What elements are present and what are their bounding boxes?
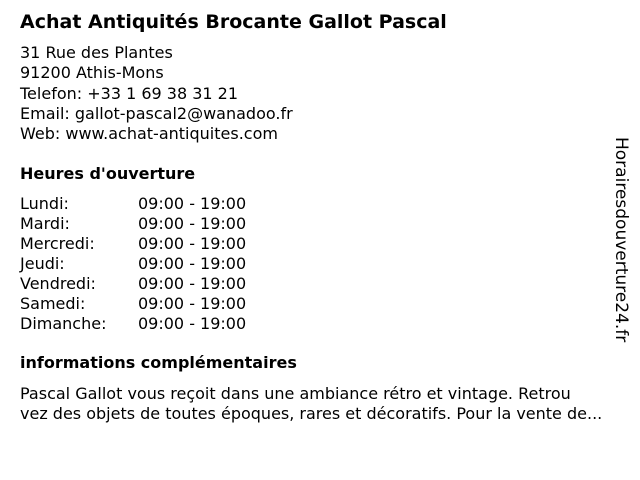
day-hours: 09:00 - 19:00: [138, 294, 247, 313]
business-description: [20, 384, 628, 424]
opening-hours-heading: Heures d'ouverture: [20, 164, 196, 183]
additional-info-heading: informations complémentaires: [20, 353, 297, 372]
description-line-2: vez des objets de toutes époques, rares et décoratifs. Pour la vente de...: [20, 404, 603, 423]
day-hours: 09:00 - 19:00: [138, 274, 247, 293]
hours-row-jeudi: [20, 254, 246, 274]
hours-row-vendredi: [20, 274, 246, 294]
hours-row-samedi: [20, 294, 246, 314]
hours-row-lundi: [20, 194, 246, 214]
day-hours: 09:00 - 19:00: [138, 234, 247, 253]
opening-hours-table: [20, 194, 246, 334]
day-label: Vendredi:: [20, 274, 96, 293]
day-hours: 09:00 - 19:00: [138, 214, 247, 233]
day-hours: 09:00 - 19:00: [138, 314, 247, 333]
day-hours: 09:00 - 19:00: [138, 254, 247, 273]
day-label: Dimanche:: [20, 314, 107, 333]
day-label: Mardi:: [20, 214, 70, 233]
hours-row-dimanche: [20, 314, 246, 334]
day-label: Jeudi:: [20, 254, 65, 273]
day-label: Mercredi:: [20, 234, 95, 253]
website: Web: www.achat-antiquites.com: [20, 124, 278, 144]
email-address: Email: gallot-pascal2@wanadoo.fr: [20, 103, 293, 123]
business-name: Achat Antiquités Brocante Gallot Pascal: [20, 11, 447, 33]
day-label: Lundi:: [20, 194, 69, 213]
source-watermark: [608, 134, 634, 346]
day-label: Samedi:: [20, 294, 86, 313]
address-city: 91200 Athis-Mons: [20, 63, 164, 83]
description-line-1: Pascal Gallot vous reçoit dans une ambiance rétro et vintage. Retrou: [20, 384, 571, 403]
hours-row-mercredi: [20, 234, 246, 254]
address-street: 31 Rue des Plantes: [20, 43, 173, 62]
day-hours: 09:00 - 19:00: [138, 194, 247, 213]
contact-block: [20, 43, 293, 144]
hours-row-mardi: [20, 214, 246, 234]
phone-number: Telefon: +33 1 69 38 31 21: [20, 83, 239, 103]
watermark-text: Horairesdouverture24.fr: [611, 137, 631, 343]
